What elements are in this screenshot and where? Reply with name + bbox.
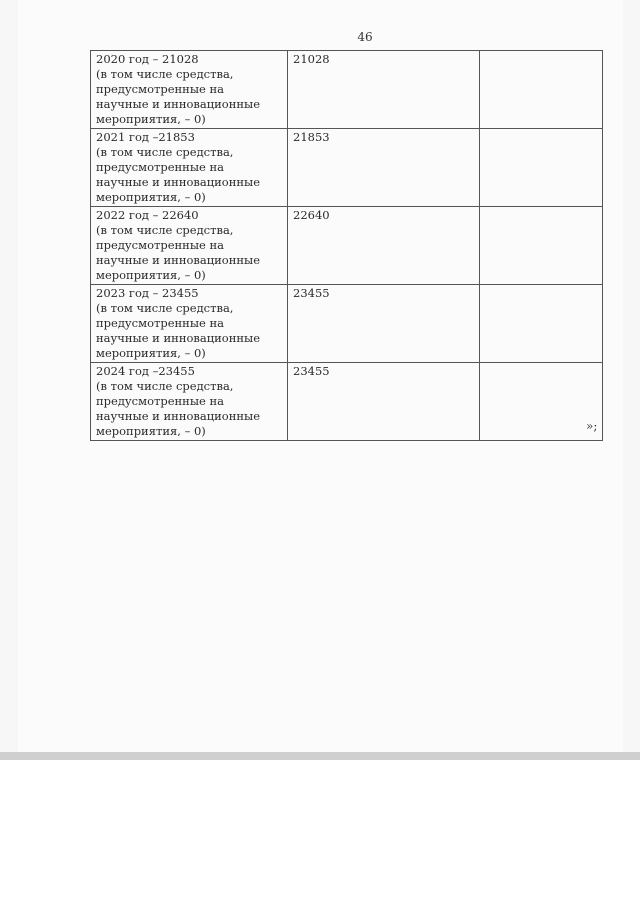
year-line: 2020 год – 21028 (96, 52, 199, 66)
closing-quote-mark: »; (586, 419, 598, 433)
note-line: предусмотренные на (96, 238, 224, 252)
note-line: научные и инновационные (96, 409, 261, 423)
year-line: 2022 год – 22640 (96, 208, 199, 222)
table-row (91, 51, 603, 129)
note-line: (в том числе средства, (96, 145, 234, 159)
table-row (91, 363, 603, 441)
note-line: мероприятия, – 0) (96, 346, 206, 360)
page-number: 46 (357, 30, 373, 44)
note-line: предусмотренные на (96, 316, 224, 330)
note-line: мероприятия, – 0) (96, 268, 206, 282)
note-line: (в том числе средства, (96, 301, 234, 315)
year-description-cell (91, 129, 288, 207)
year-description-cell (91, 51, 288, 129)
empty-cell (480, 363, 603, 441)
note-line: предусмотренные на (96, 394, 224, 408)
note-line: предусмотренные на (96, 82, 224, 96)
note-line: мероприятия, – 0) (96, 424, 206, 438)
note-line: научные и инновационные (96, 331, 261, 345)
note-line: предусмотренные на (96, 160, 224, 174)
table-row (91, 207, 603, 285)
note-line: (в том числе средства, (96, 223, 234, 237)
amount-cell: 23455 (288, 285, 480, 363)
amount-cell: 21028 (288, 51, 480, 129)
note-line: научные и инновационные (96, 175, 261, 189)
note-line: мероприятия, – 0) (96, 112, 206, 126)
amount-cell: 23455 (288, 363, 480, 441)
note-line: мероприятия, – 0) (96, 190, 206, 204)
note-line: научные и инновационные (96, 253, 261, 267)
empty-cell (480, 51, 603, 129)
year-line: 2024 год –23455 (96, 364, 195, 378)
funding-table (90, 50, 603, 441)
empty-cell (480, 207, 603, 285)
table-row (91, 129, 603, 207)
note-line: (в том числе средства, (96, 379, 234, 393)
empty-cell (480, 129, 603, 207)
year-description-cell (91, 207, 288, 285)
table-row (91, 285, 603, 363)
year-line: 2023 год – 23455 (96, 286, 199, 300)
amount-cell: 22640 (288, 207, 480, 285)
year-line: 2021 год –21853 (96, 130, 195, 144)
year-description-cell (91, 363, 288, 441)
amount-cell: 21853 (288, 129, 480, 207)
empty-cell (480, 285, 603, 363)
year-description-cell (91, 285, 288, 363)
note-line: (в том числе средства, (96, 67, 234, 81)
note-line: научные и инновационные (96, 97, 261, 111)
